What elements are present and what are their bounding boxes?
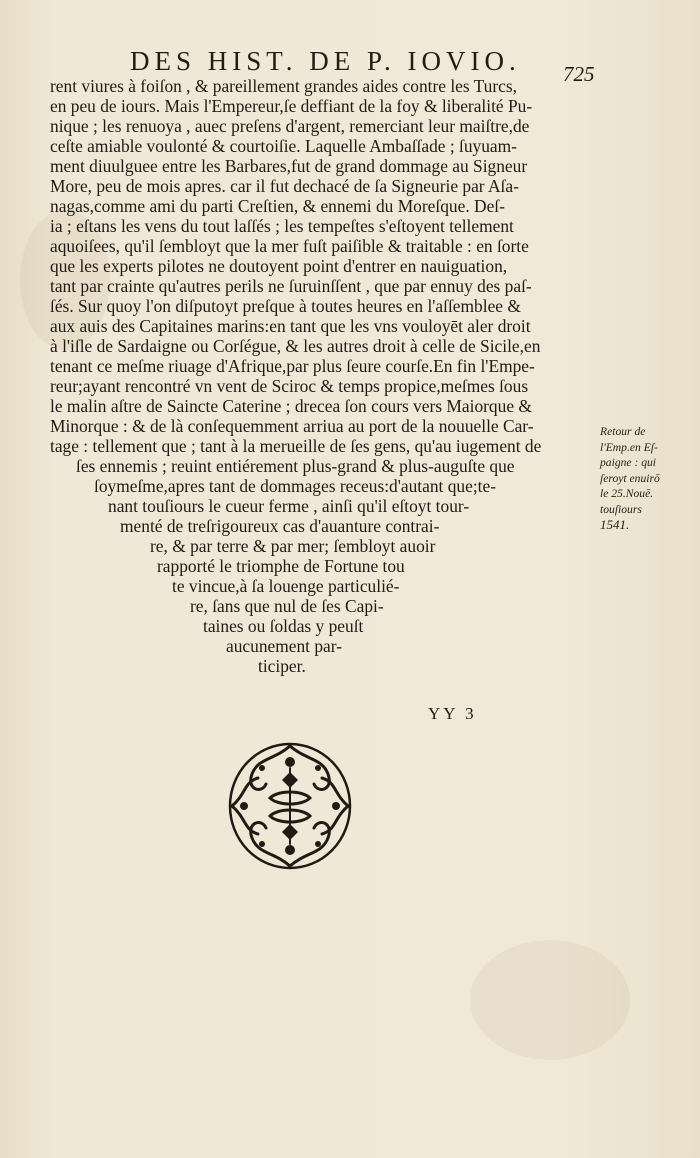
paper-stain <box>470 940 630 1060</box>
page-number: 725 <box>563 62 595 86</box>
text-line: More, peu de mois apres. car il fut dechacé de ſa Signeurie par Aſa- <box>50 176 519 196</box>
text-line: aquoiſees, qu'il ſembloyt que la mer fuſt paiſible & traitable : en ſorte <box>50 236 529 256</box>
text-line: à l'iſle de Sardaigne ou Corſégue, & les autres droit à celle de Sicile,en <box>50 336 541 356</box>
floral-ornament-icon <box>222 738 358 874</box>
text-line: aux auis des Capitaines marins:en tant que les vns vouloyēt aler droit <box>50 316 531 336</box>
text-line: rapporté le triomphe de Fortune tou <box>157 556 405 576</box>
text-line: ment diuulguee entre les Barbares,fut de grand dommage au Signeur <box>50 156 528 176</box>
text-line: nant touſiours le cueur ferme , ainſi qu'il eſtoyt tour- <box>108 496 470 516</box>
text-line: ſes ennemis ; reuint entiérement plus-grand & plus-auguſte que <box>76 456 515 476</box>
text-line: en peu de iours. Mais l'Empereur,ſe deffiant de la foy & liberalité Pu- <box>50 96 533 116</box>
text-line: Minorque : & de là conſequemment arriua au port de la nouuelle Car- <box>50 416 534 436</box>
signature-mark: YY 3 <box>428 704 477 723</box>
marginal-note <box>600 424 696 533</box>
text-line: rent viures à foiſon , & pareillement grandes aides contre les Turcs, <box>50 76 518 96</box>
marginal-note-line: ſeroyt enuirō <box>600 471 660 485</box>
text-line: re, ſans que nul de ſes Capi- <box>190 596 384 616</box>
running-title: DES HIST. DE P. IOVIO. <box>130 46 521 76</box>
text-line: menté de treſrigoureux cas d'auanture contrai- <box>120 516 440 536</box>
text-line: nagas,comme ami du parti Creſtien, & ennemi du Moreſque. Deſ- <box>50 196 505 216</box>
text-line: nique ; les renuoya , auec preſens d'argent, remerciant leur maiſtre,de <box>50 116 530 136</box>
text-line: tage : tellement que ; tant à la merueille de ſes gens, qu'au iugement de <box>50 436 542 456</box>
text-line: ſoymeſme,apres tant de dommages receus:d'autant que;te- <box>94 476 497 496</box>
text-line: tenant ce meſme riuage d'Afrique,par plus ſeure courſe.En fin l'Empe- <box>50 356 535 376</box>
text-line: te vincue,à ſa louenge particulié- <box>172 576 400 596</box>
text-line: re, & par terre & par mer; ſembloyt auoir <box>150 536 436 556</box>
marginal-note-line: l'Emp.en Eſ- <box>600 440 658 454</box>
marginal-note-line: le 25.Nouē. <box>600 487 654 500</box>
marginal-note-line: Retour de <box>600 425 646 438</box>
marginal-note-line: 1541. <box>600 517 630 532</box>
text-line: ſés. Sur quoy l'on diſputoyt preſque à toutes heures en l'aſſemblee & <box>50 296 521 316</box>
marginal-note-line: paigne : qui <box>600 456 657 469</box>
text-line: le malin aſtre de Saincte Caterine ; drecea ſon cours vers Maiorque & <box>50 396 532 416</box>
text-line: ceſte amiable voulonté & courtoiſie. Laquelle Ambaſſade ; ſuyuam- <box>50 136 517 156</box>
text-line: que les experts pilotes ne doutoyent point d'entrer en nauiguation, <box>50 256 508 276</box>
marginal-note-line: touſiours <box>600 502 642 516</box>
text-line: aucunement par- <box>226 636 343 656</box>
text-line: ia ; eſtans les vens du tout laſſés ; les tempeſtes s'eſtoyent tellement <box>50 216 514 236</box>
text-line: reur;ayant rencontré vn vent de Sciroc & temps propice,meſmes ſous <box>50 376 529 396</box>
text-line: tant par crainte qu'autres perils ne ſuruinſſent , que par ennuy des paſ- <box>50 276 532 296</box>
text-line: taines ou ſoldas y peuſt <box>203 616 364 636</box>
text-line: ticiper. <box>258 656 306 676</box>
